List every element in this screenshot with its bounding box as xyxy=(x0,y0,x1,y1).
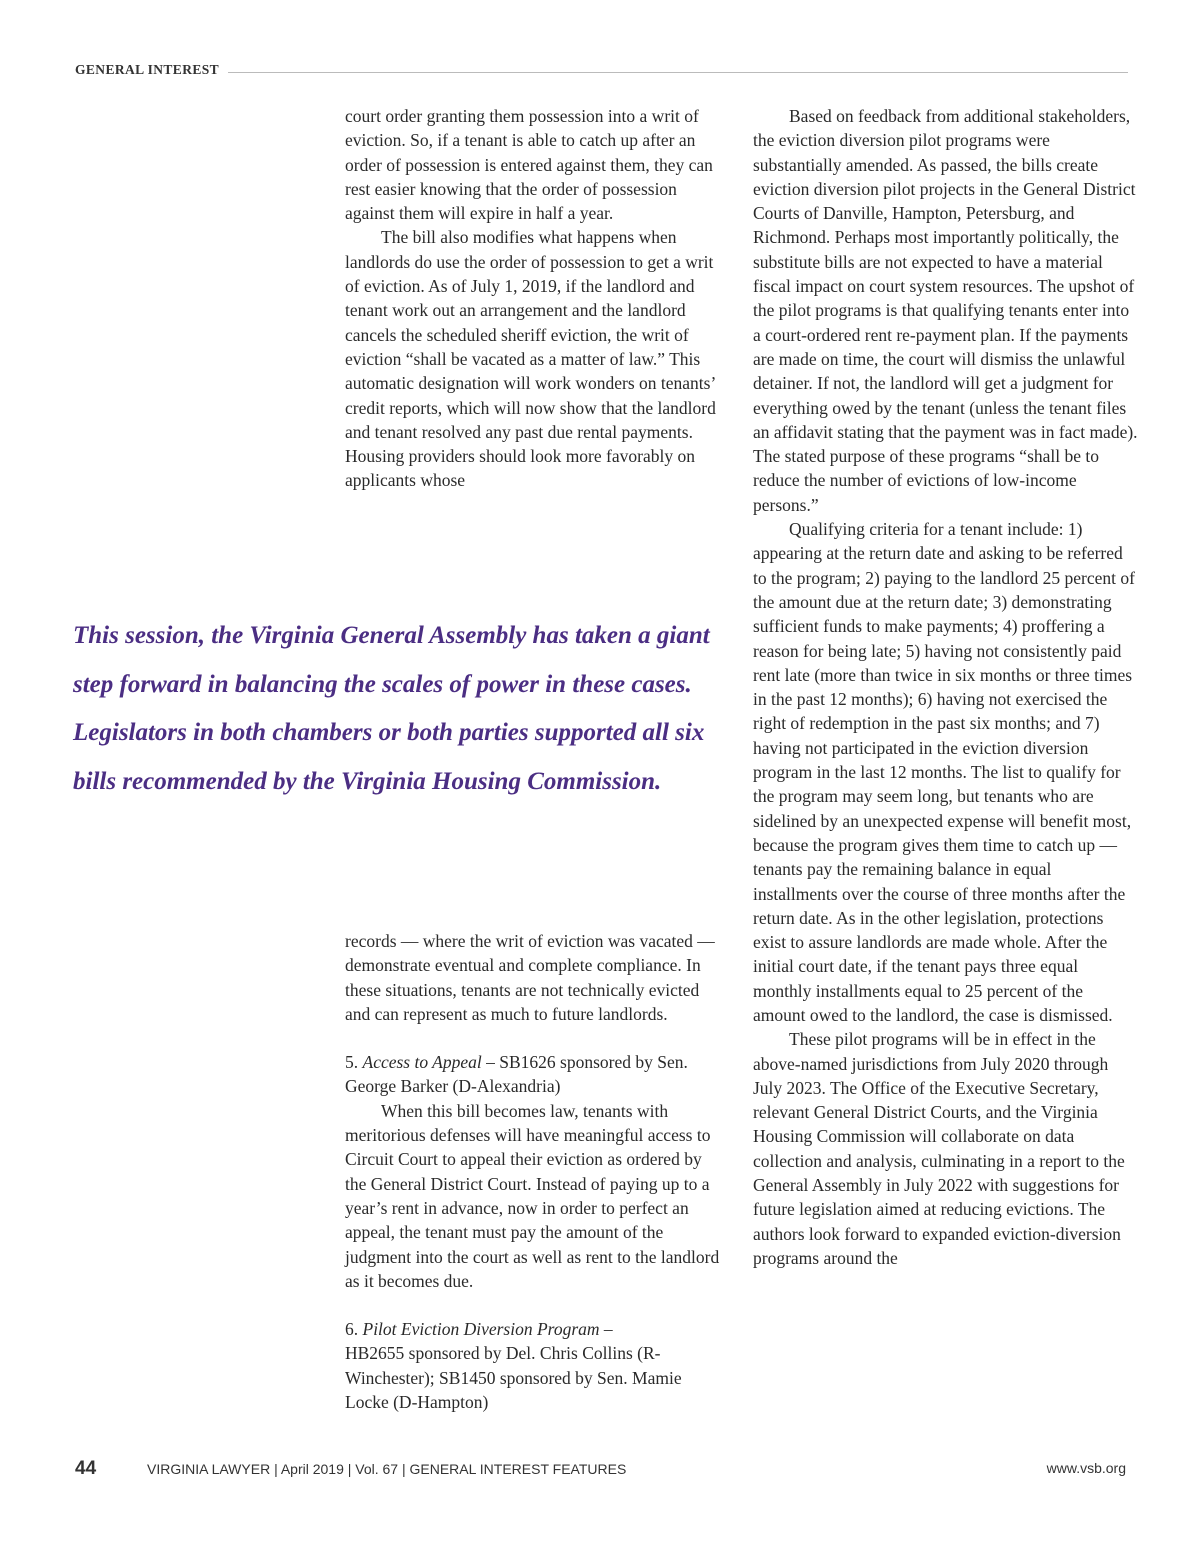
bill-title: Pilot Eviction Diversion Program – xyxy=(362,1319,613,1340)
body-paragraph: records — where the writ of eviction was vacated — demonstrate eventual and complete compliance. In these situations, tenants are not technically evicted and can represent as much to future landlords. xyxy=(345,931,715,1024)
pull-quote: This session, the Virginia General Assembly has taken a giant step forward in balancing the scales of power in these cases. Legislators in both chambers or both parties supported all six bills recommended by the Virginia Housing Commission. xyxy=(73,622,710,795)
page-number: 44 xyxy=(75,1458,97,1479)
section-label: GENERAL INTEREST xyxy=(75,62,220,77)
bill-number: 6. xyxy=(345,1319,359,1340)
publication-info: VIRGINIA LAWYER | April 2019 | Vol. 67 | GENERAL INTEREST FEATURES xyxy=(147,1461,627,1477)
body-paragraph: When this bill becomes law, tenants with meritorious defenses will have meaningful access to Circuit Court to appeal their eviction as ordered by the General District Court. Instead of paying up to a year’s rent in advance, now in order to perfect an appeal, the tenant must pay the amount of the judgment into the court as well as rent to the landlord as it becomes due. xyxy=(345,1100,720,1291)
bill-heading-6 xyxy=(345,1317,725,1414)
page-footer xyxy=(0,1458,1200,1482)
right-column xyxy=(753,104,1138,1270)
website-link[interactable]: www.vsb.org xyxy=(1046,1460,1126,1476)
bill-sponsor: HB2655 sponsored by Del. Chris Collins (R-Winchester); SB1450 sponsored by Sen. Mamie Locke (D-Hampton) xyxy=(345,1343,682,1413)
middle-column-top xyxy=(345,104,725,493)
body-paragraph: court order granting them possession into a writ of eviction. So, if a tenant is able to catch up after an order of possession is entered against them, they can rest easier knowing that the order of possession against them will expire in half a year. xyxy=(345,106,713,224)
bill-number: 5. xyxy=(345,1052,359,1073)
body-paragraph: Qualifying criteria for a tenant include: 1) appearing at the return date and asking to be referred to the program; 2) paying to the landlord 25 percent of the amount due at the return date; 3) demonstrating sufficient funds to make payments; 4) proffering a reason for being late; 5) having not consistently paid rent late (more than twice in six months or three times in the past 12 months); 6) having not exercised the right of redemption in the past six months; and 7) having not participated in the eviction diversion program in the last 12 months. The list to qualify for the program may seem long, but tenants who are sidelined by an unexpected expense will benefit most, because the program gives them time to catch up — tenants pay the remaining balance in equal installments over the course of three months after the return date. As in the other legislation, protections exist to assure landlords are made whole. After the initial court date, if the tenant pays three equal monthly installments equal to 25 percent of the amount owed to the landlord, the case is dismissed. xyxy=(753,519,1135,1025)
bill-heading-5 xyxy=(345,1050,725,1099)
body-paragraph: These pilot programs will be in effect in the above-named jurisdictions from July 2020 through July 2023. The Office of the Executive Secretary, relevant General District Courts, and the Virginia Housing Commission will collaborate on data collection and analysis, culminating in a report to the General Assembly in July 2022 with suggestions for future legislation aimed at reducing evictions. The authors look forward to expanded eviction-diversion programs around the xyxy=(753,1029,1125,1268)
body-paragraph: Based on feedback from additional stakeholders, the eviction diversion pilot programs were substantially amended. As passed, the bills create eviction diversion pilot projects in the General District Courts of Danville, Hampton, Petersburg, and Richmond. Perhaps most importantly politically, the substitute bills are not expected to have a material fiscal impact on court system resources. The upshot of the pilot programs is that qualifying tenants enter into a court-ordered rent re-payment plan. If the payments are made on time, the court will dismiss the unlawful detainer. If not, the landlord will get a judgment for everything owed by the tenant (unless the tenant files an affidavit stating that the payment was in fact made). The stated purpose of these programs “shall be to reduce the number of evictions of low-income persons.” xyxy=(753,106,1138,515)
middle-column-bottom xyxy=(345,929,725,1414)
header-divider xyxy=(228,72,1128,73)
bill-sponsor: – SB1626 sponsored by Sen. George Barker (D-Alexandria) xyxy=(345,1052,688,1097)
body-paragraph: The bill also modifies what happens when landlords do use the order of possession to get a writ of eviction. As of July 1, 2019, if the landlord and tenant work out an arrangement and the landlord cancels the scheduled sheriff eviction, the writ of eviction “shall be vacated as a matter of law.” This automatic designation will work wonders on tenants’ credit reports, which will now show that the landlord and tenant resolved any past due rental payments. Housing providers should look more favorably on applicants whose xyxy=(345,227,716,491)
bill-title: Access to Appeal xyxy=(362,1052,482,1073)
